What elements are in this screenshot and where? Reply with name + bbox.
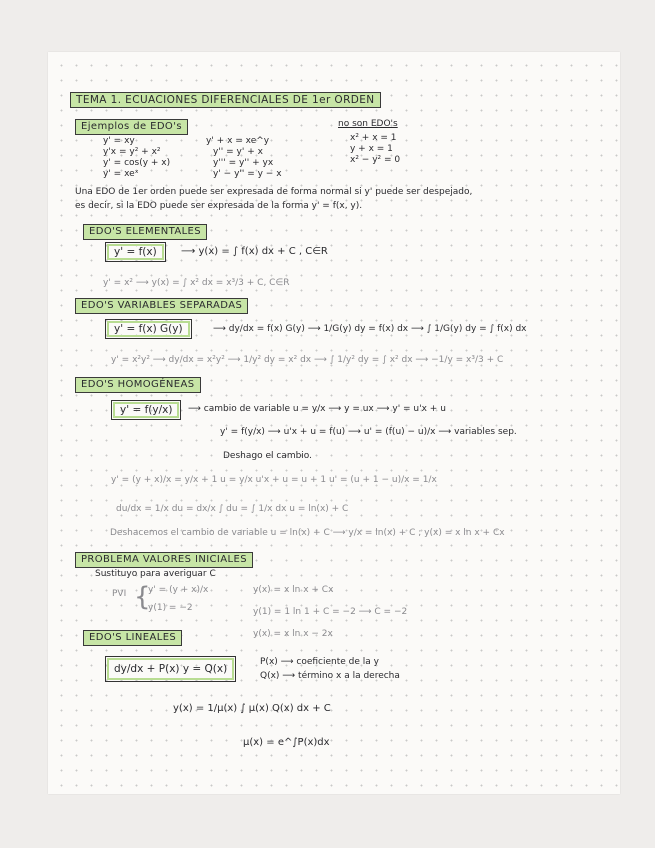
examples-col2-item: y' + x = xe^y bbox=[206, 136, 270, 146]
intro-line: es decir, si la EDO puede ser expresada de la forma y' = f(x, y). bbox=[75, 201, 363, 211]
homogeneas-line3: Deshago el cambio. bbox=[223, 451, 313, 461]
homogeneas-example-3: Deshacemos el cambio de variable u = ln(x) + C ⟶ y/x = ln(x) + C ; y(x) = x ln x + Cx bbox=[110, 528, 505, 538]
examples-col2-item: y'' = y' + x bbox=[213, 147, 263, 157]
lineales-p-note: P(x) ⟶ coeficiente de la y bbox=[260, 657, 379, 667]
separadas-formula-box: y' = f(x) G(y) bbox=[105, 319, 192, 339]
pvi-subtitle: Sustituyo para averiguar C bbox=[95, 569, 216, 579]
examples-header: Ejemplos de EDO's bbox=[75, 119, 188, 135]
intro-line: Una EDO de 1er orden puede ser expresada de forma normal si y' puede ser despejado, bbox=[75, 187, 473, 197]
lineales-formula-box: dy/dx + P(x) y = Q(x) bbox=[105, 656, 236, 682]
not-edo-header: no son EDO's bbox=[338, 119, 398, 129]
pvi-equation: y' = (y + x)/x bbox=[148, 585, 209, 595]
notebook-page bbox=[48, 52, 620, 794]
lineales-header: EDO'S LINEALES bbox=[83, 630, 182, 646]
pvi-result-2: y(1) = 1 ln 1 + C = −2 ⟶ C = −2 bbox=[253, 607, 408, 617]
lineales-mu: μ(x) = e^∫P(x)dx bbox=[243, 737, 330, 748]
examples-col2-item: y''' = y'' + yx bbox=[213, 158, 274, 168]
pvi-initial-condition: y(1) = −2 bbox=[148, 603, 193, 613]
lineales-solution: y(x) = 1/μ(x) ∫ μ(x) Q(x) dx + C bbox=[173, 703, 331, 714]
pvi-result-3: y(x) = x ln x − 2x bbox=[253, 629, 333, 639]
separadas-formula: ⟶ dy/dx = f(x) G(y) ⟶ 1/G(y) dy = f(x) dx ⟶ ∫ 1/G(y) dy = ∫ f(x) dx bbox=[213, 324, 527, 334]
examples-col2-item: y' − y'' = y − x bbox=[213, 169, 282, 179]
not-edo-item: x² − y² = 0 bbox=[350, 155, 401, 165]
pvi-header: PROBLEMA VALORES INICIALES bbox=[75, 552, 253, 568]
homogeneas-example-2: du/dx = 1/x du = dx/x ∫ du = ∫ 1/x dx u = ln(x) + C bbox=[116, 504, 349, 514]
homogeneas-header: EDO'S HOMOGÉNEAS bbox=[75, 377, 201, 393]
examples-col1-item: y' = xeˣ bbox=[103, 169, 139, 179]
elementales-formula: ⟶ y(x) = ∫ f(x) dx + C , C∈R bbox=[181, 246, 328, 257]
elementales-formula-box: y' = f(x) bbox=[105, 242, 166, 262]
homogeneas-line2: y' = f(y/x) ⟶ u'x + u = f(u) ⟶ u' = (f(u) − u)/x ⟶ variables sep. bbox=[220, 427, 517, 437]
page-title: TEMA 1. ECUACIONES DIFERENCIALES DE 1er ORDEN bbox=[70, 92, 381, 108]
lineales-q-note: Q(x) ⟶ término x a la derecha bbox=[260, 671, 400, 681]
pvi-result-1: y(x) = x ln x + Cx bbox=[253, 585, 334, 595]
not-edo-item: x² + x = 1 bbox=[350, 133, 397, 143]
separadas-header: EDO'S VARIABLES SEPARADAS bbox=[75, 298, 248, 314]
examples-col1-item: y'x = y² + x² bbox=[103, 147, 161, 157]
homogeneas-example-1: y' = (y + x)/x = y/x + 1 u = y/x u'x + u = u + 1 u' = (u + 1 − u)/x = 1/x bbox=[111, 475, 437, 485]
elementales-header: EDO'S ELEMENTALES bbox=[83, 224, 207, 240]
not-edo-item: y + x = 1 bbox=[350, 144, 393, 154]
homogeneas-line1: ⟶ cambio de variable u = y/x ⟶ y = ux ⟶ y' = u'x + u bbox=[188, 404, 446, 414]
pvi-label: PVI bbox=[112, 589, 127, 599]
examples-col1-item: y' = cos(y + x) bbox=[103, 158, 171, 168]
separadas-example: y' = x²y² ⟶ dy/dx = x²y² ⟶ 1/y² dy = x² dx ⟶ ∫ 1/y² dy = ∫ x² dx ⟶ −1/y = x³/3 + C bbox=[111, 355, 504, 365]
homogeneas-formula-box: y' = f(y/x) bbox=[111, 400, 181, 420]
pvi-brace: { bbox=[134, 582, 151, 612]
elementales-example: y' = x² ⟶ y(x) = ∫ x² dx = x³/3 + C, C∈R bbox=[103, 278, 290, 288]
examples-col1-item: y' = xy bbox=[103, 136, 135, 146]
